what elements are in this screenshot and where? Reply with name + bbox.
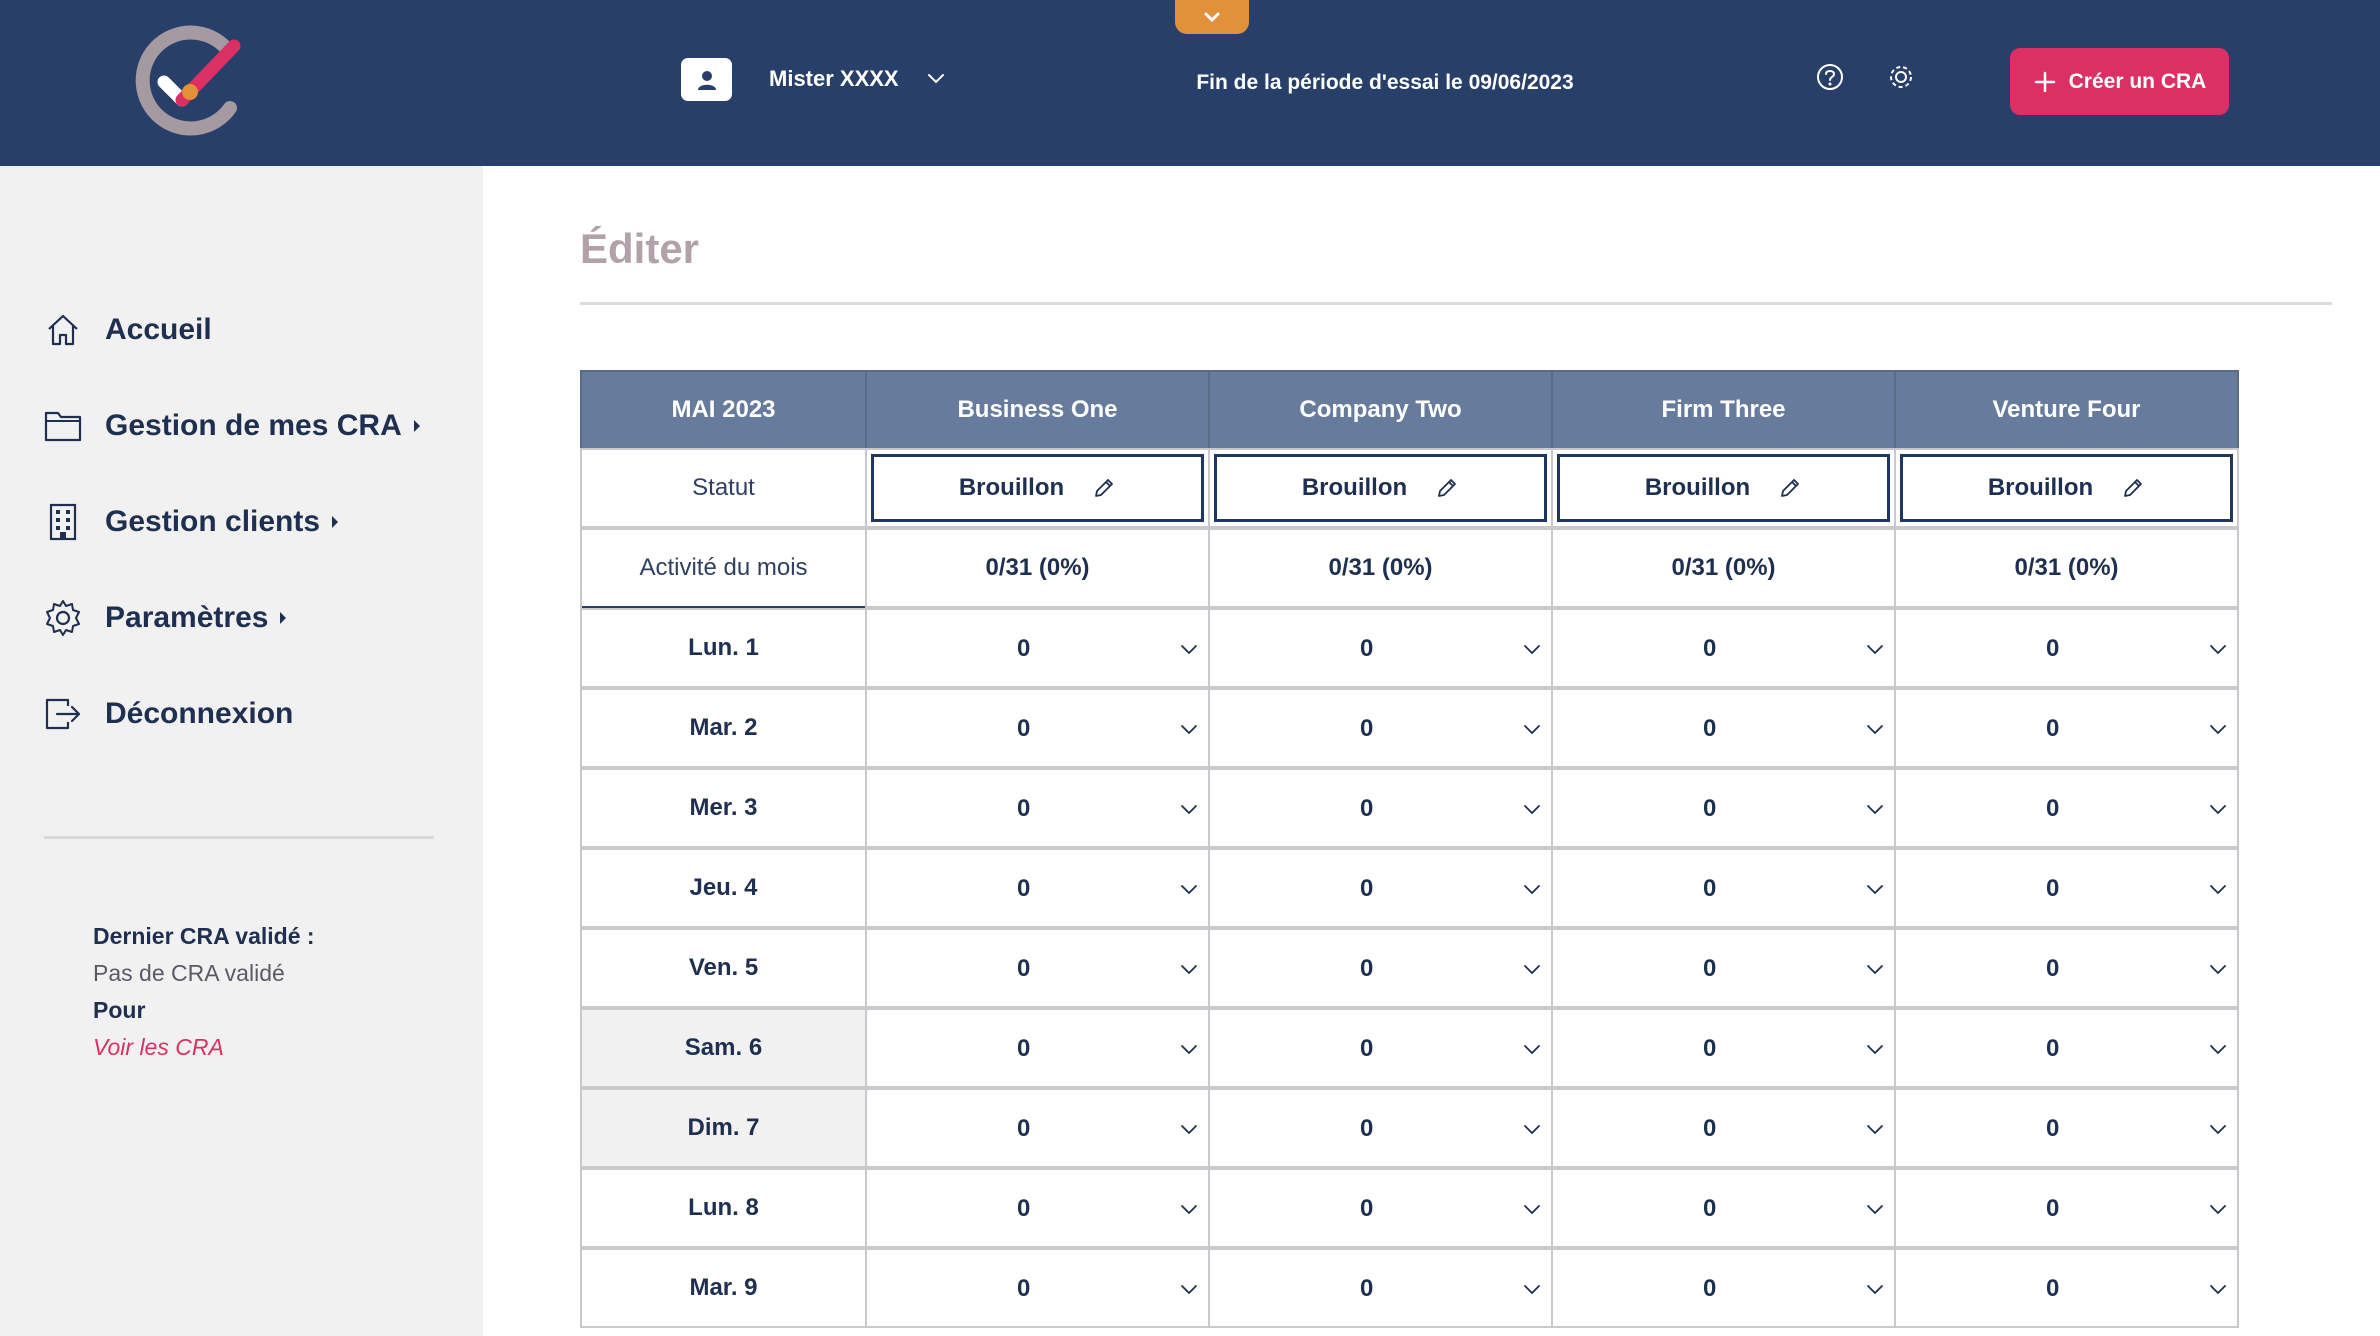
- client-header: Company Two: [1208, 370, 1553, 450]
- header-toggle-tab[interactable]: [1175, 0, 1249, 34]
- app-logo[interactable]: [130, 20, 250, 140]
- statut-cell: [1208, 448, 1553, 528]
- table-header-row: [580, 370, 2239, 450]
- create-cra-button[interactable]: [2010, 48, 2229, 115]
- table-row: [580, 1248, 2239, 1328]
- day-value-select[interactable]: [1551, 1248, 1896, 1328]
- day-value: 0: [2046, 1195, 2060, 1222]
- day-value-select[interactable]: [865, 928, 1210, 1008]
- title-divider: [580, 302, 2332, 305]
- last-cra-title: Dernier CRA validé :: [93, 923, 315, 949]
- day-label: Mer. 3: [580, 768, 867, 848]
- day-value-select[interactable]: [1551, 1008, 1896, 1088]
- chevron-down-icon: [2207, 638, 2229, 660]
- settings-icon[interactable]: [1886, 62, 1916, 92]
- day-value-select[interactable]: [865, 608, 1210, 688]
- day-value: 0: [2046, 955, 2060, 982]
- day-value: 0: [1360, 635, 1374, 662]
- day-value-select[interactable]: [1551, 1168, 1896, 1248]
- chevron-down-icon: [1521, 1118, 1543, 1140]
- day-value-select[interactable]: [1894, 848, 2239, 928]
- user-name[interactable]: Mister XXXX: [769, 66, 899, 91]
- statut-button[interactable]: [1214, 454, 1547, 522]
- day-value-select[interactable]: [1551, 1088, 1896, 1168]
- chevron-down-icon: [2207, 798, 2229, 820]
- trial-period-notice: Fin de la période d'essai le 09/06/2023: [1196, 71, 1574, 94]
- day-value-select[interactable]: [1208, 1088, 1553, 1168]
- day-value-select[interactable]: [1208, 928, 1553, 1008]
- day-value: 0: [1360, 795, 1374, 822]
- chevron-down-icon: [1521, 638, 1543, 660]
- day-value: 0: [1017, 1195, 1031, 1222]
- day-label: Mar. 9: [580, 1248, 867, 1328]
- day-label: Ven. 5: [580, 928, 867, 1008]
- day-value-select[interactable]: [1551, 688, 1896, 768]
- caret-right-icon: [280, 612, 286, 624]
- sidebar-item-deconnexion[interactable]: [44, 695, 293, 733]
- day-label: Lun. 1: [580, 608, 867, 688]
- sidebar-divider: [44, 836, 434, 839]
- logout-icon: [44, 695, 82, 733]
- statut-value: Brouillon: [1301, 474, 1408, 501]
- day-value: 0: [1703, 635, 1717, 662]
- day-value: 0: [1017, 795, 1031, 822]
- day-value-select[interactable]: [1551, 608, 1896, 688]
- day-value-select[interactable]: [1551, 928, 1896, 1008]
- chevron-down-icon: [2207, 958, 2229, 980]
- day-value: 0: [1703, 955, 1717, 982]
- chevron-down-icon: [1864, 798, 1886, 820]
- chevron-down-icon: [1521, 1278, 1543, 1300]
- user-icon: [696, 69, 718, 91]
- day-value-select[interactable]: [1894, 1008, 2239, 1088]
- activity-row: [580, 528, 2239, 608]
- day-value: 0: [2046, 715, 2060, 742]
- chevron-down-icon: [1202, 10, 1222, 24]
- chevron-down-icon: [2207, 1038, 2229, 1060]
- plus-icon: [2033, 70, 2057, 94]
- chevron-down-icon: [1521, 718, 1543, 740]
- day-value: 0: [2046, 795, 2060, 822]
- statut-value: Brouillon: [1987, 474, 2094, 501]
- day-value: 0: [1017, 635, 1031, 662]
- chevron-down-icon: [2207, 1118, 2229, 1140]
- day-value: 0: [1017, 1115, 1031, 1142]
- table-row: [580, 608, 2239, 688]
- day-value: 0: [2046, 1275, 2060, 1302]
- folder-icon: [44, 407, 82, 445]
- caret-right-icon: [332, 516, 338, 528]
- month-header: MAI 2023: [580, 370, 867, 450]
- sidebar-item-label: Accueil: [105, 313, 212, 346]
- day-value-select[interactable]: [1208, 688, 1553, 768]
- statut-button[interactable]: [1557, 454, 1890, 522]
- statut-button[interactable]: [871, 454, 1204, 522]
- activity-value: 0/31 (0%): [1551, 528, 1896, 608]
- statut-label: Statut: [580, 448, 867, 528]
- chevron-down-icon: [1178, 718, 1200, 740]
- chevron-down-icon: [1521, 798, 1543, 820]
- day-value-select[interactable]: [865, 848, 1210, 928]
- sidebar-item-gestion-cra[interactable]: [44, 407, 420, 445]
- day-value-select[interactable]: [1894, 608, 2239, 688]
- home-icon: [44, 311, 82, 349]
- day-value: 0: [1017, 955, 1031, 982]
- day-label: Dim. 7: [580, 1088, 867, 1168]
- client-header: Firm Three: [1551, 370, 1896, 450]
- sidebar-item-gestion-clients[interactable]: [44, 503, 338, 541]
- day-label: Jeu. 4: [580, 848, 867, 928]
- client-header: Business One: [865, 370, 1210, 450]
- day-value: 0: [1703, 1195, 1717, 1222]
- chevron-down-icon: [1178, 1278, 1200, 1300]
- chevron-down-icon: [1864, 1038, 1886, 1060]
- chevron-down-icon: [1178, 878, 1200, 900]
- day-label: Sam. 6: [580, 1008, 867, 1088]
- chevron-down-icon: [1178, 638, 1200, 660]
- statut-row: [580, 448, 2239, 528]
- gear-icon: [44, 599, 82, 637]
- day-value: 0: [1703, 1115, 1717, 1142]
- chevron-down-icon: [1178, 798, 1200, 820]
- day-value: 0: [1360, 955, 1374, 982]
- day-value: 0: [1703, 875, 1717, 902]
- statut-cell: [1894, 448, 2239, 528]
- sidebar-item-parametres[interactable]: [44, 599, 286, 637]
- chevron-down-icon: [1864, 1278, 1886, 1300]
- chevron-down-icon: [1178, 1038, 1200, 1060]
- table-row: [580, 928, 2239, 1008]
- sidebar: [0, 166, 483, 1336]
- chevron-down-icon[interactable]: [924, 66, 948, 90]
- day-value-select[interactable]: [1208, 1168, 1553, 1248]
- see-cra-link[interactable]: Voir les CRA: [93, 1034, 224, 1060]
- statut-value: Brouillon: [1644, 474, 1751, 501]
- sidebar-item-label: Paramètres: [105, 601, 269, 634]
- table-row: [580, 1088, 2239, 1168]
- pencil-icon: [1092, 476, 1116, 500]
- chevron-down-icon: [1178, 1118, 1200, 1140]
- table-row: [580, 1168, 2239, 1248]
- top-bar: [0, 0, 2380, 166]
- chevron-down-icon: [1178, 958, 1200, 980]
- day-value-select[interactable]: [1208, 768, 1553, 848]
- help-icon[interactable]: [1815, 62, 1845, 92]
- day-value: 0: [2046, 1035, 2060, 1062]
- sidebar-item-label: Gestion clients: [105, 505, 321, 538]
- chevron-down-icon: [2207, 718, 2229, 740]
- chevron-down-icon: [1864, 718, 1886, 740]
- day-value: 0: [1360, 1035, 1374, 1062]
- day-value-select[interactable]: [1208, 1248, 1553, 1328]
- day-value: 0: [2046, 875, 2060, 902]
- statut-value: Brouillon: [958, 474, 1065, 501]
- day-value-select[interactable]: [1894, 1088, 2239, 1168]
- day-value-select[interactable]: [1894, 768, 2239, 848]
- statut-cell: [865, 448, 1210, 528]
- activity-value: 0/31 (0%): [1208, 528, 1553, 608]
- last-cra-value: Pas de CRA validé: [93, 960, 285, 986]
- chevron-down-icon: [1864, 638, 1886, 660]
- day-value-select[interactable]: [865, 688, 1210, 768]
- day-value-select[interactable]: [1894, 928, 2239, 1008]
- day-value: 0: [1360, 1275, 1374, 1302]
- day-value: 0: [1703, 715, 1717, 742]
- day-value: 0: [1360, 875, 1374, 902]
- day-value: 0: [1017, 875, 1031, 902]
- table-row: [580, 768, 2239, 848]
- sidebar-item-label: Gestion de mes CRA: [105, 409, 402, 442]
- day-value-select[interactable]: [1551, 848, 1896, 928]
- page-title: Éditer: [580, 225, 700, 272]
- chevron-down-icon: [1521, 1198, 1543, 1220]
- chevron-down-icon: [2207, 878, 2229, 900]
- activity-value: 0/31 (0%): [1894, 528, 2239, 608]
- table-row: [580, 688, 2239, 768]
- day-value: 0: [2046, 635, 2060, 662]
- day-label: Lun. 8: [580, 1168, 867, 1248]
- create-cra-label: Créer un CRA: [2068, 69, 2207, 93]
- day-value-select[interactable]: [1551, 768, 1896, 848]
- day-value-select[interactable]: [865, 1008, 1210, 1088]
- last-cra-for-label: Pour: [93, 997, 146, 1023]
- day-label: Mar. 2: [580, 688, 867, 768]
- day-value-select[interactable]: [865, 768, 1210, 848]
- day-value-select[interactable]: [1894, 688, 2239, 768]
- day-value: 0: [1703, 795, 1717, 822]
- last-cra-summary: [93, 918, 315, 1066]
- pencil-icon: [1435, 476, 1459, 500]
- day-value: 0: [1017, 1035, 1031, 1062]
- statut-cell: [1551, 448, 1896, 528]
- day-value-select[interactable]: [1208, 1008, 1553, 1088]
- sidebar-item-label: Déconnexion: [105, 697, 294, 730]
- chevron-down-icon: [1178, 1198, 1200, 1220]
- day-value-select[interactable]: [1894, 1248, 2239, 1328]
- day-value: 0: [1017, 715, 1031, 742]
- table-row: [580, 848, 2239, 928]
- activity-value: 0/31 (0%): [865, 528, 1210, 608]
- building-icon: [44, 503, 82, 541]
- sidebar-item-accueil[interactable]: [44, 311, 212, 349]
- chevron-down-icon: [2207, 1198, 2229, 1220]
- day-value: 0: [1703, 1035, 1717, 1062]
- chevron-down-icon: [2207, 1278, 2229, 1300]
- day-value-select[interactable]: [865, 1168, 1210, 1248]
- day-value: 0: [1360, 1115, 1374, 1142]
- activity-label: [580, 528, 867, 608]
- day-value-select[interactable]: [1208, 848, 1553, 928]
- pencil-icon: [2121, 476, 2145, 500]
- activity-label-text: Activité du mois: [639, 554, 808, 581]
- user-avatar[interactable]: [681, 58, 732, 101]
- chevron-down-icon: [1864, 878, 1886, 900]
- day-value: 0: [2046, 1115, 2060, 1142]
- day-value: 0: [1360, 1195, 1374, 1222]
- day-value-select[interactable]: [865, 1248, 1210, 1328]
- day-value: 0: [1703, 1275, 1717, 1302]
- day-value-select[interactable]: [1894, 1168, 2239, 1248]
- caret-right-icon: [414, 420, 420, 432]
- table-row: [580, 1008, 2239, 1088]
- statut-button[interactable]: [1900, 454, 2233, 522]
- chevron-down-icon: [1521, 1038, 1543, 1060]
- client-header: Venture Four: [1894, 370, 2239, 450]
- pencil-icon: [1778, 476, 1802, 500]
- chevron-down-icon: [1864, 958, 1886, 980]
- day-value-select[interactable]: [1208, 608, 1553, 688]
- chevron-down-icon: [1521, 958, 1543, 980]
- day-value-select[interactable]: [865, 1088, 1210, 1168]
- chevron-down-icon: [1521, 878, 1543, 900]
- chevron-down-icon: [1864, 1198, 1886, 1220]
- day-value: 0: [1017, 1275, 1031, 1302]
- day-value: 0: [1360, 715, 1374, 742]
- chevron-down-icon: [1864, 1118, 1886, 1140]
